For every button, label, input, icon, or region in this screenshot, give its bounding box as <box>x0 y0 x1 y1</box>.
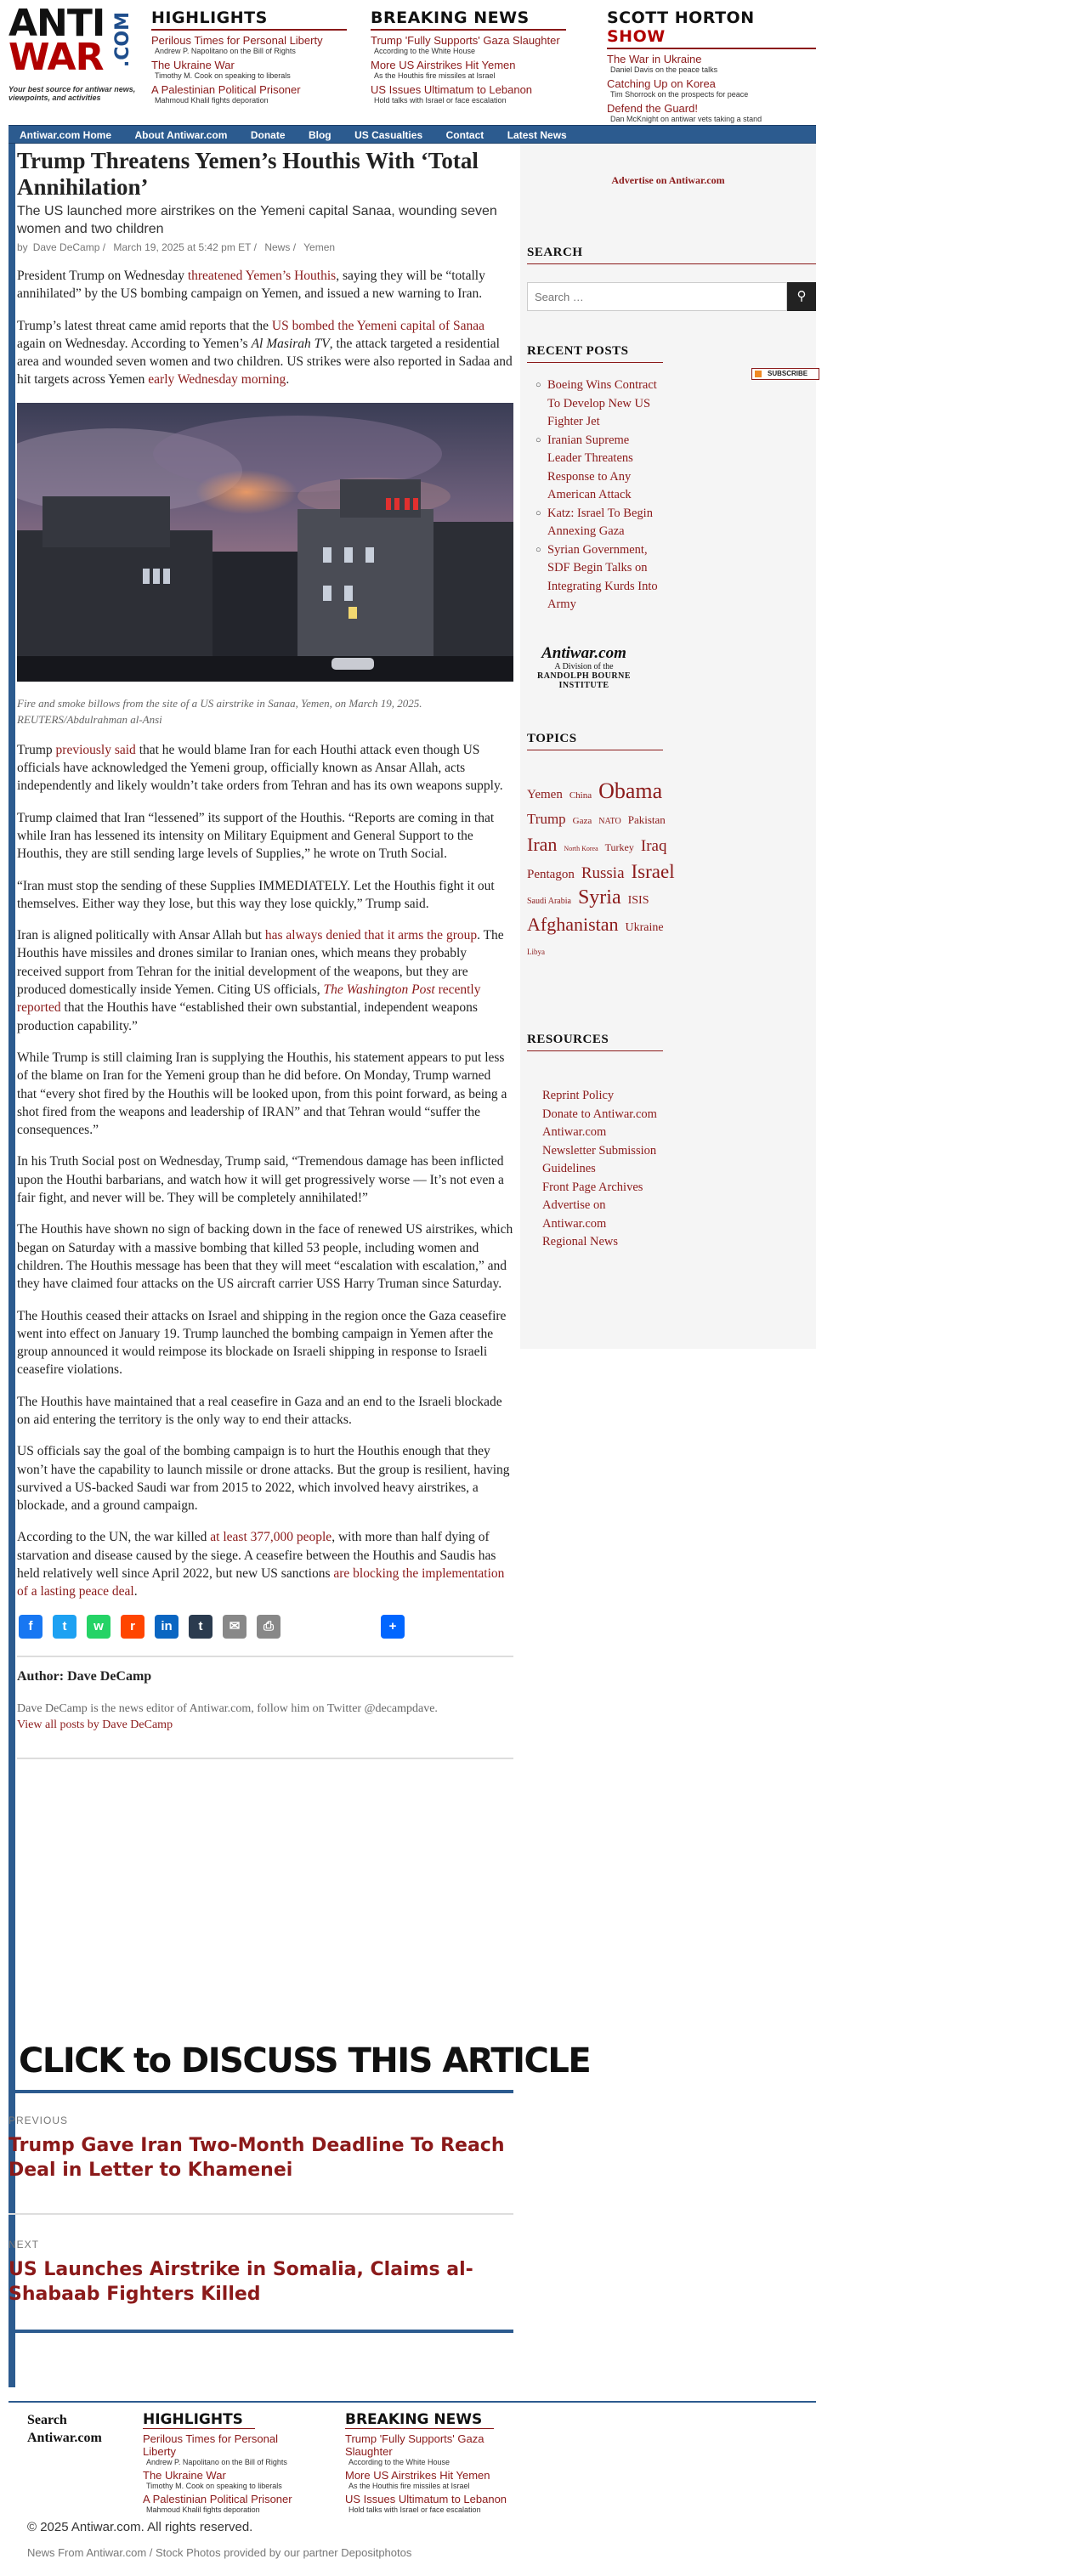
search-input[interactable] <box>528 283 774 310</box>
recent-post-link[interactable]: Iranian Supreme Leader Threatens Response to Any American Attack <box>547 433 633 501</box>
meta-by: by <box>17 241 28 253</box>
show-link[interactable]: Defend the Guard! <box>607 102 698 115</box>
previous-post-link[interactable]: Trump Gave Iran Two-Month Deadline To Reach Deal in Letter to Khamenei <box>8 2135 505 2181</box>
logo-war: WAR <box>8 36 104 79</box>
highlight-item <box>151 83 347 105</box>
recent-posts-title: RECENT POSTS <box>527 344 663 363</box>
topic-tag[interactable]: Trump <box>527 811 566 827</box>
recent-post-item <box>536 541 663 614</box>
author-posts-link[interactable]: View all posts by Dave DeCamp <box>17 1718 173 1731</box>
rbi-division: A Division of the <box>554 662 614 671</box>
tumblr-icon: t <box>198 1618 203 1633</box>
nav-us-casualties[interactable]: US Casualties <box>354 129 423 141</box>
topic-tag[interactable]: Gaza <box>572 816 592 826</box>
resource-link[interactable]: Reprint Policy <box>542 1089 615 1102</box>
footer-breaking-news: BREAKING NEWS Trump 'Fully Supports' Gaza Slaughter According to the White House More US Airstrikes Hit Yemen As the Houthis fire missiles at Israel US Issues Ultimatum to Lebanon Hold talks with Israel or face escalation <box>345 2411 524 2517</box>
footer-highlights: HIGHLIGHTS Perilous Times for Personal Liberty Andrew P. Napolitano on the Bill of Rights The Ukraine War Timothy M. Cook on speaking to liberals A Palestinian Political Prisoner Mahmoud Khalil fights deporation <box>143 2411 313 2517</box>
next-post-link[interactable]: US Launches Airstrike in Somalia, Claims al-Shabaab Fighters Killed <box>8 2259 473 2305</box>
meta-author-link[interactable]: Dave DeCamp <box>32 241 100 253</box>
rss-subscribe-button[interactable]: SUBSCRIBE <box>751 368 819 380</box>
print-icon: ⎙ <box>263 1618 274 1633</box>
footer-news-link[interactable]: News From Antiwar.com <box>27 2546 147 2559</box>
footer-highlights-heading: HIGHLIGHTS <box>143 2411 255 2429</box>
article-title: Trump Threatens Yemen’s Houthis With ‘Total Annihilation’ <box>17 148 479 200</box>
resource-link[interactable]: Antiwar.com Newsletter Submission Guidelines <box>542 1125 657 1175</box>
inline-link[interactable]: early Wednesday morning <box>148 372 286 388</box>
show-heading-red: SHOW <box>607 27 666 46</box>
show-item <box>607 53 816 74</box>
topic-tag[interactable]: Saudi Arabia <box>527 897 571 906</box>
inline-link[interactable]: The Washington Post <box>323 982 435 998</box>
nav-contact[interactable]: Contact <box>445 129 484 141</box>
topic-tag[interactable]: Afghanistan <box>527 914 619 935</box>
article-subtitle: The US launched more airstrikes on the Yemeni capital Sanaa, wounding seven women and two children <box>17 204 497 236</box>
inline-link[interactable]: US bombed the Yemeni capital of Sanaa <box>271 318 484 333</box>
article-photo <box>17 403 513 682</box>
site-header <box>0 0 816 123</box>
topic-tag[interactable]: Obama <box>598 778 663 803</box>
paragraph: The Houthis ceased their attacks on Israel and shipping in the region once the Gaza ceasefire went into effect on January 19. Trump launched the bombing campaign in Yemen after the group announced it would reimpose its blockade on Israeli shipping in response to Israeli ceasefire violations. <box>17 1308 507 1378</box>
meta-category-news[interactable]: News <box>264 241 291 253</box>
author-box <box>17 1669 513 1732</box>
footer-depositphotos-link[interactable]: Stock Photos provided by our partner Depositphotos <box>156 2546 412 2559</box>
breaking-sub: As the Houthis fire missiles at Israel <box>374 71 496 80</box>
article-body <box>17 267 513 1601</box>
inline-link[interactable]: has always denied that it arms the group <box>264 928 478 943</box>
paragraph: Iran is aligned politically with Ansar Allah but has always denied that it arms the group. The Houthis have missiles and drones similar to Iranian ones, which means they probably received support from Tehran for the initial development of the weapons, but they are produced domestically inside Yemen. Citing US officials, The Washington Post recently reported that the Houthis have “established their own substantial, independent weapons production capability.” <box>17 928 504 1033</box>
topic-tag[interactable]: Syria <box>577 886 621 909</box>
show-sub: Daniel Davis on the peace talks <box>610 65 718 74</box>
resource-link[interactable]: Front Page Archives <box>542 1180 643 1194</box>
breaking-sub: Hold talks with Israel or face escalation <box>374 96 507 105</box>
section-divider <box>8 2213 513 2215</box>
previous-label: PREVIOUS <box>8 2115 69 2126</box>
paragraph: The Houthis have maintained that a real ceasefire in Gaza and an end to the Israeli blockade on aid entering the territory is the only way to end their attacks. <box>17 1394 502 1427</box>
logo-tagline: Your best source for antiwar news, viewpoints, and activities <box>8 85 136 102</box>
logo-anti: ANTI <box>8 2 105 45</box>
topic-tag[interactable]: Pakistan <box>627 813 666 826</box>
breaking-item <box>371 34 566 55</box>
search-button[interactable] <box>787 282 816 311</box>
highlights-column <box>151 8 347 108</box>
show-item <box>607 77 816 99</box>
paragraph: President Trump on Wednesday threatened Yemen’s Houthis, saying they will be “totally annihilated” by the US bombing campaign on Yemen, and issued a new warning to Iran. <box>17 269 485 302</box>
sidebar <box>520 144 816 1349</box>
highlight-link[interactable]: A Palestinian Political Prisoner <box>151 83 301 96</box>
author-heading: Author: Dave DeCamp <box>17 1668 152 1684</box>
inline-link[interactable]: previously said <box>55 742 136 757</box>
resources-list <box>542 1087 661 1252</box>
resource-link[interactable]: Advertise on Antiwar.com <box>542 1198 607 1231</box>
section-divider <box>17 1758 513 1759</box>
paragraph: While Trump is still claiming Iran is supplying the Houthis, his statement appears to put less of the blame on Iran for the Yemeni group than he did before. On Monday, Trump warned that “every shot fired by the Houthis will be looked upon, from this point forward, as being a shot fired from the weapons and leadership of IRAN” and that Tehran would “suffer the consequences.” <box>17 1050 507 1138</box>
share-buttons <box>17 1615 513 1640</box>
breaking-sub: According to the White House <box>374 47 476 55</box>
footer-rule <box>8 2401 816 2403</box>
show-sub: Dan McKnight on antiwar vets taking a stand <box>610 115 762 123</box>
topic-tag[interactable]: North Korea <box>564 845 598 852</box>
author-bio: Dave DeCamp is the news editor of Antiwar.com, follow him on Twitter @decampdave. <box>17 1701 438 1715</box>
footer-credits: News From Antiwar.com / Stock Photos provided by our partner Depositphotos <box>27 2546 412 2559</box>
show-link[interactable]: Catching Up on Korea <box>607 77 716 90</box>
discuss-article-banner[interactable]: CLICK to DISCUSS THIS ARTICLE <box>19 2041 591 2081</box>
topics-tag-cloud <box>527 779 680 964</box>
paragraph: US officials say the goal of the bombing campaign is to hurt the Houthis enough that they won’t have the capability to launch missile or drone attacks. But the group is resilient, having survived a US-backed Saudi war from 2015 to 2022, which involved heavy airstrikes, a blockade, and a ground campaign. <box>17 1444 510 1514</box>
recent-post-item <box>536 432 663 505</box>
highlight-sub: Mahmoud Khalil fights deporation <box>155 96 269 105</box>
twitter-icon: t <box>62 1618 67 1633</box>
inline-link[interactable]: are blocking the implementation of a lasting peace deal <box>17 1566 505 1599</box>
resource-link[interactable]: Donate to Antiwar.com <box>542 1107 657 1121</box>
article-meta: by Dave DeCamp / March 19, 2025 at 5:42 pm ET / News / Yemen <box>17 241 336 253</box>
nav-donate[interactable]: Donate <box>250 129 286 141</box>
topic-tag[interactable]: China <box>569 790 592 801</box>
recent-post-item <box>536 376 663 432</box>
scott-horton-show-column <box>607 8 816 127</box>
nav-home[interactable]: Antiwar.com Home <box>20 129 112 141</box>
inline-link[interactable]: recently reported <box>17 982 481 1016</box>
topic-tag[interactable]: Yemen <box>527 788 563 801</box>
email-share-button[interactable] <box>223 1615 246 1639</box>
topic-tag[interactable]: Iraq <box>640 837 667 855</box>
rbi-antiwar: Antiwar.com <box>541 644 626 662</box>
section-divider <box>17 1656 513 1657</box>
show-heading <box>607 8 816 49</box>
topic-tag[interactable]: NATO <box>598 817 621 826</box>
footer-highlight-link[interactable]: Perilous Times for Personal Liberty <box>143 2432 278 2458</box>
highlight-link[interactable]: The Ukraine War <box>151 59 235 71</box>
article-main <box>17 146 513 1759</box>
footer-breaking-link[interactable]: US Issues Ultimatum to Lebanon <box>345 2493 507 2505</box>
post-nav-bar <box>8 2330 513 2333</box>
topic-tag[interactable]: Iran <box>527 834 558 855</box>
paragraph: According to the UN, the war killed at least 377,000 people, with more than half dying of starvation and disease caused by the siege. A ceasefire between the Houthis and Saudis has held relatively well since April 2022, but new US sanctions are blocking the implementation of a lasting peace deal. <box>17 1530 505 1599</box>
email-icon: ✉ <box>229 1618 241 1633</box>
topic-tag[interactable]: Pentagon <box>527 868 575 881</box>
paragraph: Trump previously said that he would blame Iran for each Houthi attack even though US officials have acknowledged the Yemeni group, officially known as Ansar Allah, acts independently and likely wouldn’t take orders from Tehran and has its own weapons supply. <box>17 742 503 794</box>
inline-link[interactable]: threatened Yemen’s Houthis <box>187 269 337 283</box>
post-nav-bar <box>8 2090 513 2093</box>
sanaa-night-skyline-image <box>17 403 513 682</box>
recent-post-link[interactable]: Boeing Wins Contract To Develop New US Fighter Jet <box>547 378 657 428</box>
highlight-item <box>151 59 347 80</box>
meta-date-link[interactable]: March 19, 2025 at 5:42 pm ET <box>113 241 252 253</box>
footer-search-link[interactable]: Search Antiwar.com <box>27 2413 102 2445</box>
paragraph: Trump claimed that Iran “lessened” its support of the Houthis. “Reports are coming in that while Iran has lessened its intensity on Military Equipment and General Support to the Houthis, they are still sending large levels of Supplies,” he wrote on Truth Social. <box>17 810 495 862</box>
facebook-icon: f <box>28 1618 33 1633</box>
show-heading-black: SCOTT HORTON <box>607 8 755 27</box>
footer-breaking-heading: BREAKING NEWS <box>345 2411 494 2429</box>
resources-title: RESOURCES <box>527 1033 663 1051</box>
nav-latest-news[interactable]: Latest News <box>507 129 567 141</box>
rbi-institute: INSTITUTE <box>558 681 609 690</box>
topic-tag[interactable]: Russia <box>581 864 625 882</box>
highlights-heading: HIGHLIGHTS <box>151 8 347 31</box>
recent-post-item <box>536 505 663 541</box>
reddit-share-button[interactable] <box>121 1615 144 1639</box>
meta-category-yemen[interactable]: Yemen <box>303 241 336 253</box>
plus-icon: + <box>388 1618 397 1633</box>
show-item <box>607 102 816 123</box>
footer-highlight-link[interactable]: The Ukraine War <box>143 2469 226 2482</box>
footer-breaking-link[interactable]: More US Airstrikes Hit Yemen <box>345 2469 490 2482</box>
next-post <box>8 2239 513 2307</box>
previous-post <box>8 2115 513 2183</box>
highlight-link[interactable]: Perilous Times for Personal Liberty <box>151 34 323 47</box>
search-widget-title: SEARCH <box>527 246 816 264</box>
topic-tag[interactable]: Ukraine <box>625 921 664 934</box>
nav-blog[interactable]: Blog <box>308 129 332 141</box>
footer-breaking-link[interactable]: Trump 'Fully Supports' Gaza Slaughter <box>345 2432 484 2458</box>
more-share-button[interactable] <box>381 1615 405 1639</box>
nav-about[interactable]: About Antiwar.com <box>134 129 228 141</box>
breaking-item <box>371 83 566 105</box>
copyright: © 2025 Antiwar.com. All rights reserved. <box>27 2520 253 2534</box>
highlight-sub: Andrew P. Napolitano on the Bill of Rights <box>155 47 296 55</box>
search-icon: ⚲ <box>796 289 807 303</box>
linkedin-share-button[interactable] <box>155 1615 178 1639</box>
logo-com: .COM <box>112 12 133 68</box>
recent-post-link[interactable]: Syrian Government, SDF Begin Talks on Integrating Kurds Into Army <box>547 542 658 611</box>
search-field <box>527 282 787 311</box>
topic-tag[interactable]: Israel <box>631 861 675 882</box>
topics-title: TOPICS <box>527 732 663 750</box>
breaking-link[interactable]: Trump 'Fully Supports' Gaza Slaughter <box>371 34 560 47</box>
resource-link[interactable]: Regional News <box>542 1235 618 1248</box>
next-label: NEXT <box>8 2239 40 2250</box>
highlight-item <box>151 34 347 55</box>
breaking-news-column <box>371 8 566 108</box>
recent-post-link[interactable]: Katz: Israel To Begin Annexing Gaza <box>547 506 653 538</box>
highlight-sub: Timothy M. Cook on speaking to liberals <box>155 71 291 80</box>
tumblr-share-button[interactable] <box>189 1615 212 1639</box>
inline-link[interactable]: at least 377,000 people <box>210 1530 332 1545</box>
whatsapp-icon: w <box>94 1618 104 1633</box>
rbi-name: RANDOLPH BOURNE <box>536 671 631 681</box>
linkedin-icon: in <box>161 1618 173 1633</box>
antiwar-logo[interactable] <box>8 2 138 109</box>
breaking-link[interactable]: More US Airstrikes Hit Yemen <box>371 59 516 71</box>
breaking-item <box>371 59 566 80</box>
reddit-icon: r <box>130 1618 135 1633</box>
whatsapp-share-button[interactable] <box>87 1615 110 1639</box>
recent-posts-list <box>536 376 663 614</box>
topic-tag[interactable]: Libya <box>527 948 545 956</box>
show-link[interactable]: The War in Ukraine <box>607 53 702 65</box>
facebook-share-button[interactable] <box>19 1615 42 1639</box>
breaking-news-heading: BREAKING NEWS <box>371 8 566 31</box>
print-button[interactable] <box>257 1615 280 1639</box>
photo-caption: Fire and smoke billows from the site of a US airstrike in Sanaa, Yemen, on March 19, 2025. REUTERS/Abdulrahman al-Ansi <box>17 696 422 726</box>
twitter-share-button[interactable] <box>53 1615 76 1639</box>
advertise-link[interactable]: Advertise on Antiwar.com <box>611 174 725 186</box>
paragraph: In his Truth Social post on Wednesday, Trump said, “Tremendous damage has been inflicted upon the Houthi barbarians, and watch how it will get progressively worse — It’s not even a fair fight, and never will be. They will be completely annihilated!” <box>17 1154 504 1206</box>
randolph-bourne-logo[interactable] <box>529 645 639 693</box>
main-nav <box>8 125 816 144</box>
topic-tag[interactable]: Turkey <box>604 841 634 853</box>
paragraph: The Houthis have shown no sign of backing down in the face of renewed US airstrikes, which began on Saturday with a massive bombing that killed 53 people, including women and children. The Houthis message has been that they will meet “escalation with escalation,” and they have claimed four attacks on the US aircraft carrier USS Harry Truman since Saturday. <box>17 1222 513 1292</box>
left-accent-bar <box>8 144 15 2387</box>
breaking-link[interactable]: US Issues Ultimatum to Lebanon <box>371 83 533 96</box>
footer-highlight-link[interactable]: A Palestinian Political Prisoner <box>143 2493 292 2505</box>
paragraph: “Iran must stop the sending of these Supplies IMMEDIATELY. Let the Houthis fight it out themselves. Either way they lose, but this way they lose quickly,” Trump said. <box>17 878 495 911</box>
site-footer <box>8 2401 816 2576</box>
topic-tag[interactable]: ISIS <box>627 894 649 907</box>
show-sub: Tim Shorrock on the prospects for peace <box>610 90 749 99</box>
paragraph: Trump’s latest threat came amid reports that the US bombed the Yemeni capital of Sanaa again on Wednesday. According to Yemen’s Al Masirah TV, the attack targeted a residential area and wounded seven women and two children. US strikes were also reported in Sadaa and hit targets across Yemen early Wednesday morning. <box>17 318 513 388</box>
